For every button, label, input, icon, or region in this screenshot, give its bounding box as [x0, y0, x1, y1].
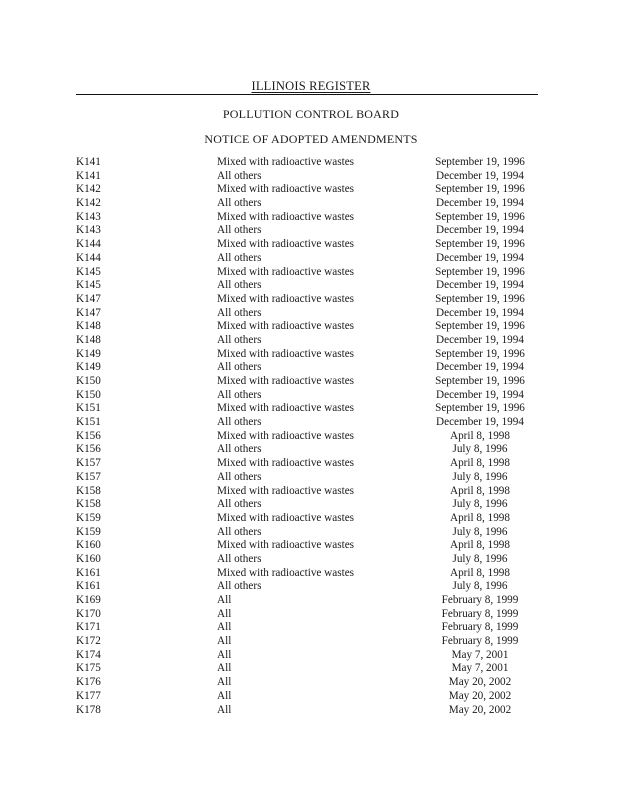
waste-description: All others [217, 470, 262, 483]
table-row [0, 224, 622, 238]
effective-date: May 20, 2002 [448, 676, 512, 689]
effective-date: September 19, 1996 [435, 375, 525, 387]
table-row [0, 252, 622, 266]
waste-code: K159 [76, 511, 101, 524]
waste-code: K150 [76, 375, 101, 387]
waste-code: K144 [76, 251, 101, 264]
effective-date: May 20, 2002 [448, 689, 512, 702]
waste-code: K149 [76, 361, 101, 374]
waste-code: K177 [76, 689, 101, 702]
effective-date: September 19, 1996 [435, 183, 525, 196]
waste-code: K157 [76, 470, 101, 483]
effective-date: December 19, 1994 [436, 224, 524, 237]
table-row [0, 183, 622, 197]
table-row [0, 238, 622, 252]
table-row [0, 307, 622, 321]
waste-description: All others [217, 306, 262, 319]
effective-date: September 19, 1996 [435, 320, 525, 333]
waste-description: Mixed with radioactive wastes [217, 539, 355, 552]
waste-code: K149 [76, 347, 101, 360]
waste-code: K158 [76, 498, 101, 511]
board-name: POLLUTION CONTROL BOARD [222, 107, 400, 121]
effective-date: July 8, 1996 [452, 443, 508, 456]
effective-date: September 19, 1996 [435, 347, 525, 360]
table-row [0, 293, 622, 307]
effective-date: April 8, 1998 [450, 539, 510, 552]
effective-date: July 8, 1996 [452, 525, 508, 538]
waste-description: All [217, 648, 232, 661]
waste-description: All [217, 635, 232, 648]
effective-date: July 8, 1996 [452, 498, 508, 511]
effective-date: April 8, 1998 [450, 457, 510, 470]
table-row [0, 320, 622, 334]
waste-description: All others [217, 416, 262, 429]
waste-description: Mixed with radioactive wastes [217, 566, 355, 579]
waste-description: All others [217, 443, 262, 456]
table-row [0, 361, 622, 375]
waste-code: K143 [76, 210, 101, 223]
waste-description: All others [217, 498, 262, 511]
waste-code: K175 [76, 662, 101, 675]
table-row [0, 498, 622, 512]
effective-date: December 19, 1994 [436, 416, 524, 429]
waste-description: Mixed with radioactive wastes [217, 156, 355, 168]
waste-description: All others [217, 169, 262, 182]
waste-description: Mixed with radioactive wastes [217, 265, 355, 278]
table-row [0, 485, 622, 499]
effective-date: July 8, 1996 [452, 552, 508, 565]
waste-code: K172 [76, 635, 101, 648]
table-row [0, 402, 622, 416]
waste-description: All others [217, 251, 262, 264]
effective-date: September 19, 1996 [435, 402, 525, 415]
effective-date: December 19, 1994 [436, 333, 524, 346]
effective-date: December 19, 1994 [436, 197, 524, 210]
effective-date: February 8, 1999 [441, 594, 519, 606]
waste-description: All others [217, 552, 262, 565]
waste-code: K145 [76, 279, 101, 292]
effective-date: April 8, 1998 [450, 566, 510, 579]
waste-description: All [217, 621, 232, 634]
waste-code: K151 [76, 402, 101, 415]
effective-date: September 19, 1996 [435, 156, 525, 168]
waste-description: Mixed with radioactive wastes [217, 484, 355, 497]
effective-date: April 8, 1998 [450, 484, 510, 497]
waste-code: K170 [76, 607, 101, 620]
table-row [0, 690, 622, 704]
table-row [0, 649, 622, 663]
table-row [0, 471, 622, 485]
table-row [0, 156, 622, 170]
waste-description: All [217, 594, 232, 606]
effective-date: September 19, 1996 [435, 210, 525, 223]
waste-description: All others [217, 361, 262, 374]
table-row [0, 608, 622, 622]
waste-description: All [217, 703, 232, 716]
effective-date: December 19, 1994 [436, 306, 524, 319]
table-row [0, 443, 622, 457]
waste-code: K143 [76, 224, 101, 237]
waste-code: K142 [76, 197, 101, 210]
table-row [0, 170, 622, 184]
waste-description: Mixed with radioactive wastes [217, 402, 355, 415]
waste-code: K148 [76, 333, 101, 346]
waste-description: Mixed with radioactive wastes [217, 457, 355, 470]
effective-date: February 8, 1999 [441, 635, 519, 648]
register-title: ILLINOIS REGISTER [251, 79, 371, 93]
waste-code: K159 [76, 525, 101, 538]
table-row [0, 594, 622, 608]
effective-date: September 19, 1996 [435, 292, 525, 305]
waste-code: K145 [76, 265, 101, 278]
table-row [0, 416, 622, 430]
waste-description: All [217, 676, 232, 689]
table-row [0, 553, 622, 567]
waste-description: Mixed with radioactive wastes [217, 210, 355, 223]
table-row [0, 430, 622, 444]
table-row [0, 621, 622, 635]
waste-description: Mixed with radioactive wastes [217, 320, 355, 333]
waste-code: K142 [76, 183, 101, 196]
table-row [0, 266, 622, 280]
waste-code: K147 [76, 306, 101, 319]
waste-code: K171 [76, 621, 101, 634]
table-row [0, 348, 622, 362]
waste-description: Mixed with radioactive wastes [217, 183, 355, 196]
waste-description: All others [217, 525, 262, 538]
effective-date: May 7, 2001 [451, 662, 509, 675]
effective-date: May 20, 2002 [448, 703, 512, 716]
waste-code: K158 [76, 484, 101, 497]
table-row [0, 539, 622, 553]
effective-date: May 7, 2001 [451, 648, 509, 661]
effective-date: December 19, 1994 [436, 169, 524, 182]
waste-description: All others [217, 279, 262, 292]
waste-description: All [217, 662, 232, 675]
waste-description: All [217, 607, 232, 620]
waste-code: K174 [76, 648, 101, 661]
waste-description: All others [217, 580, 262, 593]
table-row [0, 580, 622, 594]
effective-date: July 8, 1996 [452, 470, 508, 483]
waste-code: K176 [76, 676, 101, 689]
waste-description: Mixed with radioactive wastes [217, 375, 355, 387]
header-divider [76, 94, 538, 95]
waste-code: K150 [76, 388, 101, 401]
waste-code: K160 [76, 552, 101, 565]
waste-code: K141 [76, 169, 101, 182]
effective-date: September 19, 1996 [435, 265, 525, 278]
effective-date: September 19, 1996 [435, 238, 525, 251]
waste-description: All others [217, 197, 262, 210]
table-row [0, 334, 622, 348]
table-row [0, 512, 622, 526]
table-row [0, 389, 622, 403]
table-row [0, 704, 622, 718]
waste-description: Mixed with radioactive wastes [217, 238, 355, 251]
waste-code: K156 [76, 429, 101, 442]
effective-date: July 8, 1996 [452, 580, 508, 593]
waste-code: K178 [76, 703, 101, 716]
waste-code: K141 [76, 156, 101, 168]
waste-code: K169 [76, 594, 101, 606]
effective-date: December 19, 1994 [436, 251, 524, 264]
waste-description: Mixed with radioactive wastes [217, 511, 355, 524]
waste-code: K160 [76, 539, 101, 552]
table-row [0, 279, 622, 293]
waste-description: Mixed with radioactive wastes [217, 292, 355, 305]
waste-code-table [0, 156, 622, 717]
table-row [0, 526, 622, 540]
waste-code: K151 [76, 416, 101, 429]
waste-code: K157 [76, 457, 101, 470]
effective-date: February 8, 1999 [441, 607, 519, 620]
effective-date: April 8, 1998 [450, 429, 510, 442]
table-row [0, 375, 622, 389]
notice-heading: NOTICE OF ADOPTED AMENDMENTS [204, 132, 418, 146]
table-row [0, 662, 622, 676]
effective-date: December 19, 1994 [436, 388, 524, 401]
waste-description: All [217, 689, 232, 702]
waste-description: All others [217, 388, 262, 401]
effective-date: December 19, 1994 [436, 279, 524, 292]
waste-description: Mixed with radioactive wastes [217, 347, 355, 360]
waste-code: K161 [76, 566, 101, 579]
waste-description: All others [217, 333, 262, 346]
table-row [0, 457, 622, 471]
waste-code: K156 [76, 443, 101, 456]
table-row [0, 211, 622, 225]
waste-code: K144 [76, 238, 101, 251]
page-title [0, 79, 622, 94]
waste-code: K147 [76, 292, 101, 305]
waste-code: K161 [76, 580, 101, 593]
effective-date: April 8, 1998 [450, 511, 510, 524]
table-row [0, 635, 622, 649]
table-row [0, 567, 622, 581]
waste-description: Mixed with radioactive wastes [217, 429, 355, 442]
effective-date: February 8, 1999 [441, 621, 519, 634]
table-row [0, 197, 622, 211]
waste-description: All others [217, 224, 262, 237]
table-row [0, 676, 622, 690]
effective-date: December 19, 1994 [436, 361, 524, 374]
waste-code: K148 [76, 320, 101, 333]
